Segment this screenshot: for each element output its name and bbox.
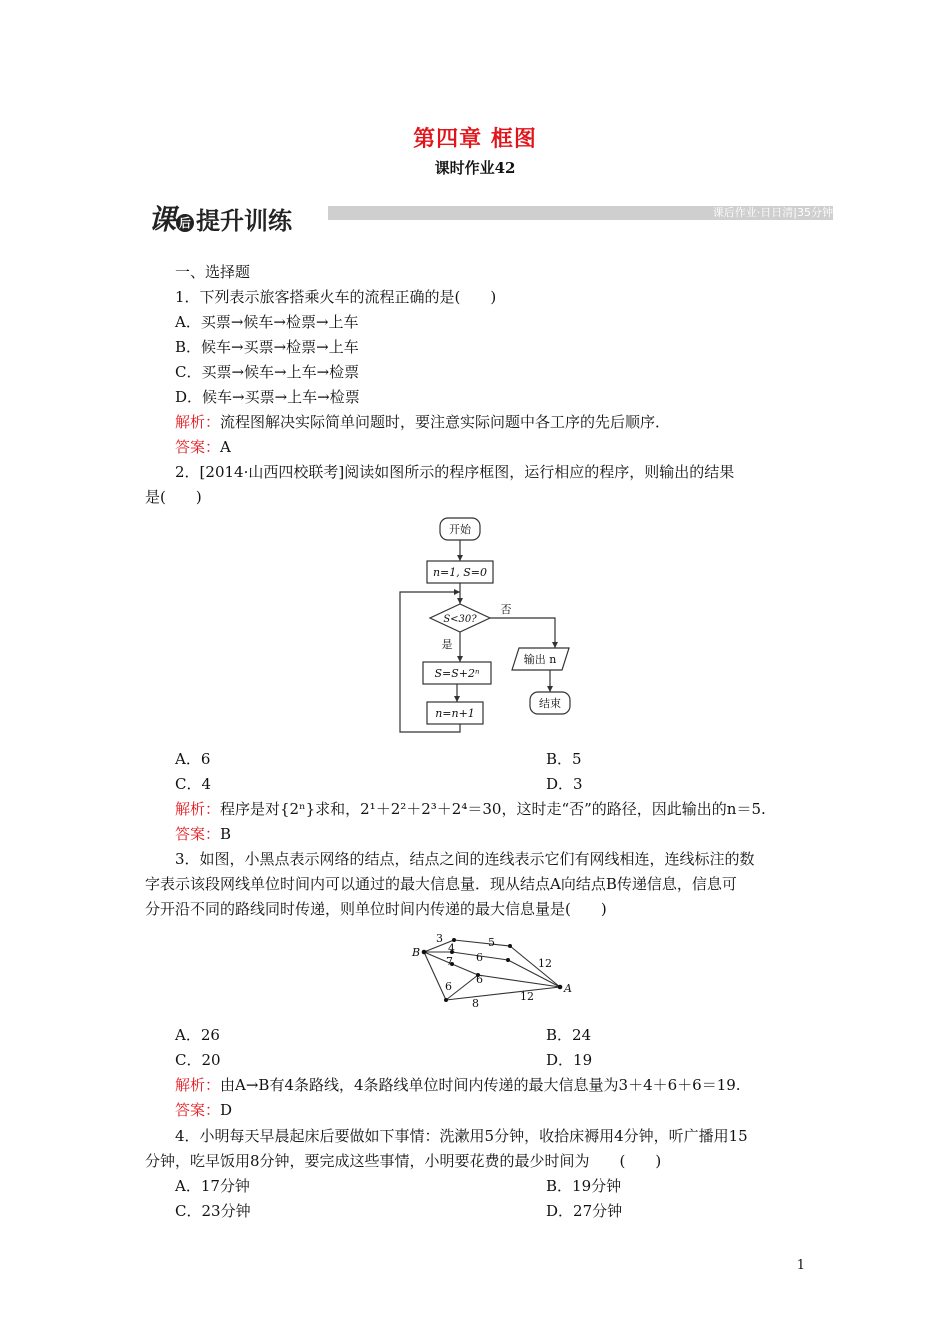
q2-answer-label: 答案： [175, 825, 221, 843]
q3-network-diagram [408, 930, 578, 1010]
network-edge-label-4: 7 [446, 955, 453, 968]
flow-end-label: 结束 [539, 697, 561, 710]
q2-analysis-label: 解析： [175, 800, 221, 818]
q3-stem-line3: 分开沿不同的路线同时传递，则单位时间内传递的最大信息量是( ) [145, 900, 607, 918]
network-edge-label-10: 12 [520, 990, 534, 1003]
flow-start-label: 开始 [449, 523, 471, 536]
q3-answer-label: 答案： [175, 1101, 221, 1119]
q3-option-c: C．20 [175, 1051, 221, 1069]
section-heading: 一、选择题 [175, 263, 251, 281]
q2-analysis-text: 程序是对{2ⁿ}求和，2¹＋2²＋2³＋2⁴＝30，这时走“否”的路径，因此输出的n＝5. [220, 800, 766, 818]
flow-yes-label: 是 [441, 638, 453, 651]
q1-stem: 1．下列表示旅客搭乘火车的流程正确的是( ) [175, 288, 497, 306]
banner-logo-hou: 后 [176, 214, 194, 232]
q3-option-d: D．19 [546, 1051, 593, 1069]
q2-analysis [175, 797, 766, 822]
page-number: 1 [796, 1258, 805, 1273]
network-node-a: A [564, 982, 572, 995]
q4-stem-line2: 分钟，吃早饭用8分钟，要完成这些事情，小明要花费的最少时间为 ( ) [145, 1152, 662, 1170]
network-edge-label-7: 6 [476, 973, 483, 986]
banner-logo [148, 198, 292, 238]
q1-answer [175, 435, 231, 460]
network-edge-label-8: 6 [445, 980, 452, 993]
q4-option-b: B．19分钟 [546, 1177, 622, 1195]
q3-answer-value: D [220, 1101, 233, 1119]
network-edge-label-2: 4 [448, 942, 455, 955]
flow-no-label: 否 [500, 603, 512, 616]
q3-analysis [175, 1073, 741, 1098]
q4-option-d: D．27分钟 [546, 1202, 623, 1220]
q3-analysis-text: 由A→B有4条路线，4条路线单位时间内传递的最大信息量为3＋4＋6＋6＝19. [220, 1076, 741, 1094]
q1-option-b: B．候车→买票→检票→上车 [175, 338, 359, 356]
q3-option-b: B．24 [546, 1026, 592, 1044]
q1-answer-label: 答案： [175, 438, 221, 456]
network-edge-label-5: 6 [476, 951, 483, 964]
banner-tagline: 课后作业·日日清|35分钟 [712, 206, 833, 219]
q1-analysis [175, 410, 670, 435]
q1-option-a: A．买票→候车→检票→上车 [175, 313, 359, 331]
q1-analysis-label: 解析： [175, 413, 221, 431]
banner-logo-text: 提升训练 [196, 206, 293, 235]
network-edge-label-3: 5 [488, 936, 495, 949]
flow-update-n-label: n=n+1 [435, 707, 475, 720]
network-edge-label-1: 3 [436, 932, 443, 945]
q2-flowchart [390, 512, 590, 742]
q2-answer-value: B [220, 825, 232, 843]
chapter-title: 第四章 框图 [413, 126, 537, 152]
q1-answer-value: A [220, 438, 231, 456]
network-edge-label-9: 8 [472, 997, 479, 1010]
q4-option-a: A．17分钟 [175, 1177, 250, 1195]
banner-logo-ke: 课 [148, 203, 177, 236]
q2-option-b: B．5 [546, 750, 582, 768]
flow-condition-label: S<30? [443, 614, 477, 625]
network-node-b: B [412, 946, 421, 959]
q3-answer [175, 1098, 232, 1123]
q1-analysis-text: 流程图解决实际简单问题时，要注意实际问题中各工序的先后顺序． [220, 413, 671, 431]
q2-option-d: D．3 [546, 775, 583, 793]
assignment-subtitle: 课时作业42 [434, 159, 516, 177]
q3-stem-line2: 字表示该段网线单位时间内可以通过的最大信息量．现从结点A向结点B传递信息，信息可 [145, 875, 737, 893]
q3-option-a: A．26 [175, 1026, 220, 1044]
q2-option-a: A．6 [175, 750, 211, 768]
q4-option-c: C．23分钟 [175, 1202, 251, 1220]
q2-option-c: C．4 [175, 775, 212, 793]
q2-stem-line2: 是( ) [145, 488, 202, 506]
q3-stem-line1: 3．如图，小黑点表示网络的结点，结点之间的连线表示它们有网线相连，连线标注的数 [175, 850, 755, 868]
q4-stem-line1: 4．小明每天早晨起床后要做如下事情：洗漱用5分钟，收拾床褥用4分钟，听广播用15 [175, 1127, 748, 1145]
flow-update-s-label: S=S+2ⁿ [434, 667, 480, 680]
q1-option-d: D．候车→买票→上车→检票 [175, 388, 360, 406]
q3-analysis-label: 解析： [175, 1076, 221, 1094]
flow-output-label: 输出 n [523, 653, 557, 666]
network-edge-label-6: 12 [538, 957, 552, 970]
q1-option-c: C．买票→候车→上车→检票 [175, 363, 360, 381]
q2-answer [175, 822, 231, 847]
flow-init-label: n=1, S=0 [432, 566, 488, 579]
q2-stem-line1: 2．[2014·山西四校联考]阅读如图所示的程序框图，运行相应的程序，则输出的结果 [175, 463, 735, 481]
